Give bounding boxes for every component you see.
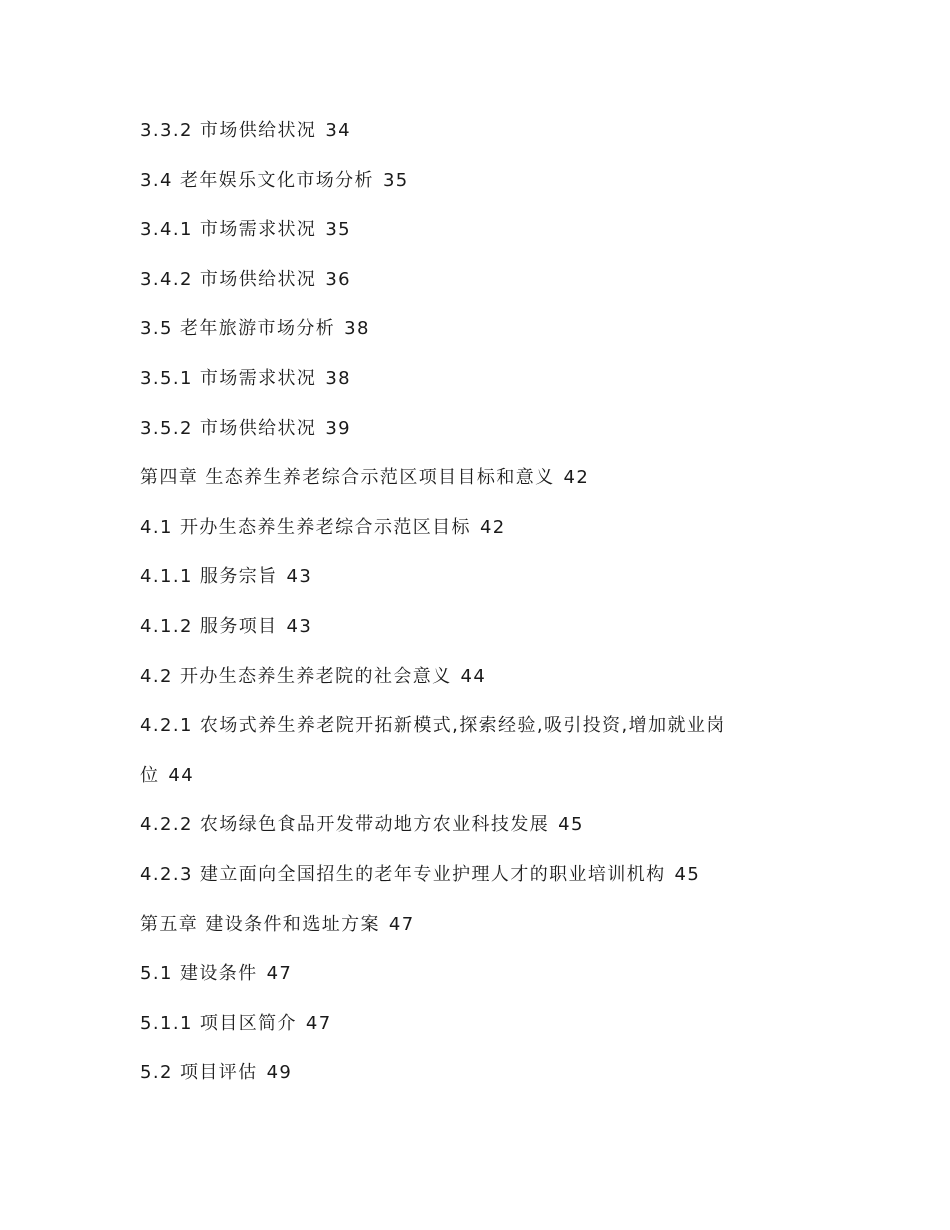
- toc-entry-page: 42: [479, 516, 506, 538]
- toc-entry: [140, 557, 800, 607]
- toc-entry: [140, 359, 800, 409]
- toc-entry-page: 42: [563, 467, 590, 489]
- toc-entry: [140, 1053, 800, 1103]
- toc-entry-page: 38: [344, 318, 370, 340]
- toc-entry-page: 36: [325, 268, 352, 290]
- toc-entry-page: 45: [558, 814, 584, 836]
- toc-entry: [140, 607, 800, 657]
- toc-entry: [140, 706, 800, 756]
- toc-entry-page: 44: [460, 665, 487, 687]
- toc-entry: [140, 954, 800, 1004]
- toc-entry: [140, 855, 800, 905]
- toc-entry-title: 3.5.1 市场需求状况: [140, 367, 317, 389]
- toc-entry: [140, 309, 800, 359]
- toc-entry-title: 4.2.2 农场绿色食品开发带动地方农业科技发展: [140, 814, 550, 836]
- toc-entry-page: 44: [168, 764, 195, 786]
- toc-entry-title: 3.5 老年旅游市场分析: [140, 318, 336, 340]
- toc-entry: [140, 657, 800, 707]
- toc-entry-title: 3.3.2 市场供给状况: [140, 120, 317, 141]
- toc-entry: [140, 805, 800, 855]
- toc-entry-title: 3.5.2 市场供给状况: [140, 417, 317, 439]
- toc-entry-page: 47: [305, 1012, 332, 1034]
- toc-entry: [140, 210, 800, 260]
- toc-entry: [140, 508, 800, 558]
- toc-entry-page: 43: [286, 566, 313, 588]
- toc-entry-continuation: [140, 756, 800, 806]
- toc-entry: [140, 1004, 800, 1054]
- toc-entry-page: 47: [388, 913, 415, 935]
- toc-entry-title: 4.2 开办生态养生养老院的社会意义: [140, 665, 452, 687]
- toc-entry-title: 第五章 建设条件和选址方案: [140, 913, 380, 935]
- toc-entry-page: 49: [266, 1062, 293, 1084]
- toc-entry-title: 4.2.1 农场式养生养老院开拓新模式,探索经验,吸引投资,增加就业岗: [140, 715, 726, 737]
- toc-entry-title: 5.1.1 项目区简介: [140, 1012, 297, 1034]
- toc-entry-title: 4.1.1 服务宗旨: [140, 566, 278, 588]
- toc-entry-page: 35: [382, 169, 409, 191]
- toc-entry-title: 4.2.3 建立面向全国招生的老年专业护理人才的职业培训机构: [140, 863, 666, 885]
- toc-entry-page: 43: [286, 615, 313, 637]
- toc-entry-title: 3.4.2 市场供给状况: [140, 268, 317, 290]
- toc-entry: [140, 161, 800, 211]
- toc-entry-title: 5.2 项目评估: [140, 1062, 258, 1084]
- toc-entry-title: 3.4.1 市场需求状况: [140, 219, 317, 241]
- toc-entry-page: 39: [325, 417, 352, 439]
- toc-entry: [140, 111, 800, 161]
- toc-entry-title: 3.4 老年娱乐文化市场分析: [140, 169, 374, 191]
- toc-entry: [140, 409, 800, 459]
- table-of-contents: [140, 111, 800, 1103]
- toc-entry-title: 4.1.2 服务项目: [140, 615, 278, 637]
- toc-entry: [140, 260, 800, 310]
- toc-entry-title: 位: [140, 764, 160, 786]
- toc-chapter: [140, 905, 800, 955]
- toc-entry-title: 第四章 生态养生养老综合示范区项目目标和意义: [140, 467, 555, 489]
- toc-entry-title: 4.1 开办生态养生养老综合示范区目标: [140, 516, 471, 538]
- toc-entry-page: 34: [325, 120, 352, 141]
- toc-chapter: [140, 458, 800, 508]
- toc-entry-page: 45: [674, 863, 701, 885]
- toc-entry-page: 47: [266, 963, 293, 985]
- toc-entry-page: 35: [325, 219, 352, 241]
- toc-entry-title: 5.1 建设条件: [140, 963, 258, 985]
- toc-entry-page: 38: [325, 367, 352, 389]
